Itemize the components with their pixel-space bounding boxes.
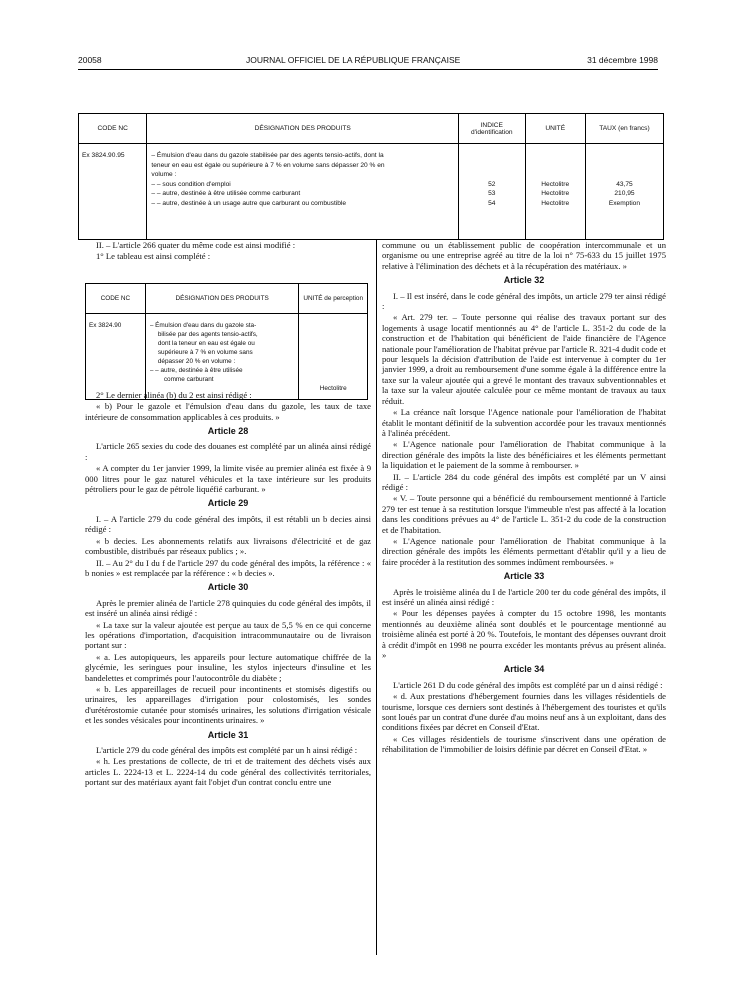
cell-units xyxy=(525,144,585,240)
rate-value: 43,75 xyxy=(616,180,633,188)
article-heading: Article 32 xyxy=(503,275,545,286)
designation-line: – Émulsion d'eau dans du gazole stabilisée par des agents tensio-actifs, dont la xyxy=(151,152,384,159)
paragraph: « b decies. Les abonnements relatifs aux livraisons d'électricité et de gaz combustible, distribués par réseaux publics ; ». xyxy=(85,535,371,557)
paragraph: L'article 265 sexies du code des douanes est complété par un alinéa ainsi rédigé : xyxy=(85,441,371,462)
paragraph: I. – A l'article 279 du code général des impôts, il est rétabli un b decies ainsi rédigé : xyxy=(85,513,371,535)
designation-line: bilisée par des agents tensio-actifs, xyxy=(157,331,258,338)
col-header-rate: TAUX (en francs) xyxy=(585,114,663,144)
paragraph: 1° Le tableau est ainsi complété : xyxy=(96,251,211,262)
col-header-designation: DÉSIGNATION DES PRODUITS xyxy=(147,114,459,144)
article-heading: Article 29 xyxy=(207,498,249,509)
cell-rates xyxy=(585,144,663,240)
cell-designation xyxy=(145,314,299,400)
paragraph: I. – Il est inséré, dans le code général des impôts, un article 279 ter ainsi rédigé : xyxy=(382,290,666,312)
designation-line: – – sous condition d'emploi xyxy=(151,180,231,188)
paragraph: Après le premier alinéa de l'article 278 quinquies du code général des impôts, il est inséré un alinéa ainsi rédigé : xyxy=(85,597,371,619)
col-header-designation: DÉSIGNATION DES PRODUITS xyxy=(145,284,299,314)
paragraph: II. – L'article 266 quater du même code est ainsi modifié : xyxy=(96,240,296,250)
paragraph: « h. Les prestations de collecte, de tri et de traitement des déchets visés aux articles L. 2224-13 et L. 2224-14 du code général des collectivités territoriales, portant sur des matériaux ayant fait l'objet d'un contrat conclu entre une xyxy=(85,756,371,788)
page-number: 20058 xyxy=(78,55,102,65)
table-header-row xyxy=(79,114,664,144)
col-header-code: CODE NC xyxy=(86,284,146,314)
designation-line: volume : xyxy=(151,171,177,178)
paragraph: L'article 261 D du code général des impôts est complété par un d ainsi rédigé : xyxy=(393,679,663,690)
paragraph: « V. – Toute personne qui a bénéficié du remboursement mentionné à l'article 279 ter est tenue à sa restitution lorsque l'immeuble n'est pas affecté à la location dans les conditions prévues au 4° de l'article L. 351-2 du code de la construction et de l'habitation. xyxy=(382,493,666,535)
index-value: 53 xyxy=(488,190,496,197)
paragraph: « Art. 279 ter. – Toute personne qui réalise des travaux portant sur des logements à usage locatif mentionnés au 4° de l'article L. 351-2 du code de la construction et de l'habitation qui bénéficient de l'aide financière de l'Agence nationale pour l'amélioration de l'habitat prévue par l'article R. 321-4 dudit code et pour lesquels la décision d'attribution de l'aide est intervenue à compter du 1er janvier 1999, a droit au remboursement d'une somme égale à la différence entre la taxe sur la valeur ajoutée qui a grevé le montant des travaux subventionnables et la taxe sur la valeur ajoutée calculée pour ce même montant de travaux au taux réduit. xyxy=(382,312,666,406)
designation-line: – – autre, destinée à un usage autre que carburant ou combustible xyxy=(151,199,347,207)
paragraph: « La taxe sur la valeur ajoutée est perçue au taux de 5,5 % en ce qui concerne les opérations d'importation, d'acquisition intracommunautaire ou de livraison portant sur : xyxy=(85,619,371,651)
designation-line: – – autre, destinée à être utilisée comme carburant xyxy=(151,190,301,197)
cell-code: Ex 3824.90.95 xyxy=(79,144,147,240)
paragraph: « a. Les autopiqueurs, les appareils pour lecture automatique chiffrée de la glycémie, les seringues pour insuline, les stylos injecteurs d'insuline et les bandelettes et comprimés pour l'autocontrôle du diabète ; xyxy=(85,651,371,683)
header-rule xyxy=(78,69,658,70)
designation-line: dont la teneur en eau est égale ou xyxy=(157,340,255,347)
cell-unit: Hectolitre xyxy=(299,314,368,400)
paragraph: « Ces villages résidentiels de tourisme s'inscrivent dans une opération de réhabilitation de l'immobilier de loisirs définie par décret en Conseil d'Etat. » xyxy=(382,733,666,755)
table-header-row xyxy=(86,284,368,314)
table-row xyxy=(79,144,664,240)
unit-value: Hectolitre xyxy=(541,190,570,197)
article-heading: Article 33 xyxy=(503,571,545,582)
paragraph: Après le troisième alinéa du I de l'article 200 ter du code général des impôts, il est inséré un alinéa ainsi rédigé : xyxy=(382,586,666,607)
paragraph: « A compter du 1er janvier 1999, la limite visée au premier alinéa est fixée à 9 000 litres pour le gaz naturel véhicules et la taxe intérieure sur les produits pétroliers pour le gaz de pétrole liquéfié carburant. » xyxy=(85,463,371,495)
designation-line: teneur en eau est égale ou supérieure à 7 % en volume sans dépasser 20 % en xyxy=(151,161,385,169)
table-row xyxy=(86,314,368,400)
col-header-unit: UNITÉ xyxy=(525,114,585,144)
article-heading: Article 31 xyxy=(207,729,249,740)
right-column xyxy=(382,240,666,756)
cell-indices xyxy=(459,144,526,240)
article-heading: Article 30 xyxy=(207,582,249,593)
cell-code: Ex 3824.90 xyxy=(86,314,146,400)
cell-designation xyxy=(147,144,459,240)
paragraph: « d. Aux prestations d'hébergement fournies dans les villages résidentiels de tourisme, lorsque ces derniers sont destinés à l'hébergement des touristes et qu'ils sont loués par un contrat d'une durée d'au moins neuf ans à un exploitant, dans des conditions fixées par décret en Conseil d'Etat. xyxy=(382,691,666,733)
tax-rate-table xyxy=(78,113,664,240)
article-heading: Article 28 xyxy=(207,426,249,437)
column-separator xyxy=(376,240,377,955)
paragraph: « L'Agence nationale pour l'amélioration de l'habitat communique à la direction générale des impôts la liste des bénéficiaires et les éléments permettant la liquidation et le paiement de la somme à rembourser. » xyxy=(382,439,666,471)
col-header-index: INDICE d'identification xyxy=(459,114,526,144)
paragraph: II. – Au 2° du I du f de l'article 297 du code général des impôts, la référence : « b nonies » est remplacée par la référence : « b decies ». xyxy=(85,557,371,578)
col-header-code: CODE NC xyxy=(79,114,147,144)
designation-line: supérieure à 7 % en volume sans xyxy=(157,349,253,356)
paragraph: II. – L'article 284 du code général des impôts est complété par un V ainsi rédigé : xyxy=(382,471,666,492)
designation-line: comme carburant xyxy=(163,376,214,383)
paragraph: L'article 279 du code général des impôts est complété par un h ainsi rédigé : xyxy=(96,745,358,755)
page-header xyxy=(78,55,658,69)
unit-value: Hectolitre xyxy=(541,180,570,188)
journal-title: JOURNAL OFFICIEL DE LA RÉPUBLIQUE FRANÇAISE xyxy=(246,55,461,65)
paragraph: « b) Pour le gazole et l'émulsion d'eau dans du gazole, les taux de taxe intérieure de consommation applicables à ces produits. » xyxy=(85,401,371,422)
index-value: 54 xyxy=(488,199,496,207)
unit-value: Hectolitre xyxy=(541,199,570,207)
issue-date: 31 décembre 1998 xyxy=(587,55,658,65)
designation-line: – Émulsion d'eau dans du gazole sta- xyxy=(149,322,257,329)
paragraph: « La créance naît lorsque l'Agence nationale pour l'amélioration de l'habitat établit le montant définitif de la subvention accordée pour les travaux mentionnés à l'alinéa précédent. xyxy=(382,407,666,438)
index-value: 52 xyxy=(488,180,496,188)
designation-line: dépasser 20 % en volume : xyxy=(157,358,236,365)
paragraph: commune ou un établissement public de coopération intercommunale et un organisme ou une entreprise agréé au titre de la loi n° 75-633 du 15 juillet 1975 relative à l'élimination des déchets et à la récupération des matériaux. » xyxy=(382,240,666,271)
designation-line: – – autre, destinée à être utilisée xyxy=(149,367,243,374)
col-header-unit: UNITÉ de perception xyxy=(299,284,368,314)
perception-unit-table xyxy=(85,283,368,400)
paragraph: 2° Le dernier alinéa (b) du 2 est ainsi rédigé : xyxy=(96,389,252,400)
rate-value: 210,95 xyxy=(614,190,635,197)
rate-value: Exemption xyxy=(608,199,641,207)
paragraph: « L'Agence nationale pour l'amélioration de l'habitat communique à la direction générale des impôts les éléments permettant d'établir qu'il y a lieu de faire procéder à la restitution des sommes indûment remboursées. » xyxy=(382,535,666,567)
article-heading: Article 34 xyxy=(503,664,545,675)
paragraph: « b. Les appareillages de recueil pour incontinents et stomisés digestifs ou urinaires, les appareillages d'irrigation pour colostomisés, les sondes d'urétérostomie cutanée pour stomisés urinaires, les solutions d'irrigation vésicale et les sondes vésicales pour incontinents urinaires. » xyxy=(85,683,371,726)
paragraph: « Pour les dépenses payées à compter du 15 octobre 1998, les montants mentionnés au deuxième alinéa sont doublés et le pourcentage mentionné au troisième alinéa est porté à 20 %. Toutefois, le montant des dépenses ouvrant droit à crédit d'impôt en 1998 ne pourra excéder les montants prévus au présent alinéa. » xyxy=(382,608,666,661)
